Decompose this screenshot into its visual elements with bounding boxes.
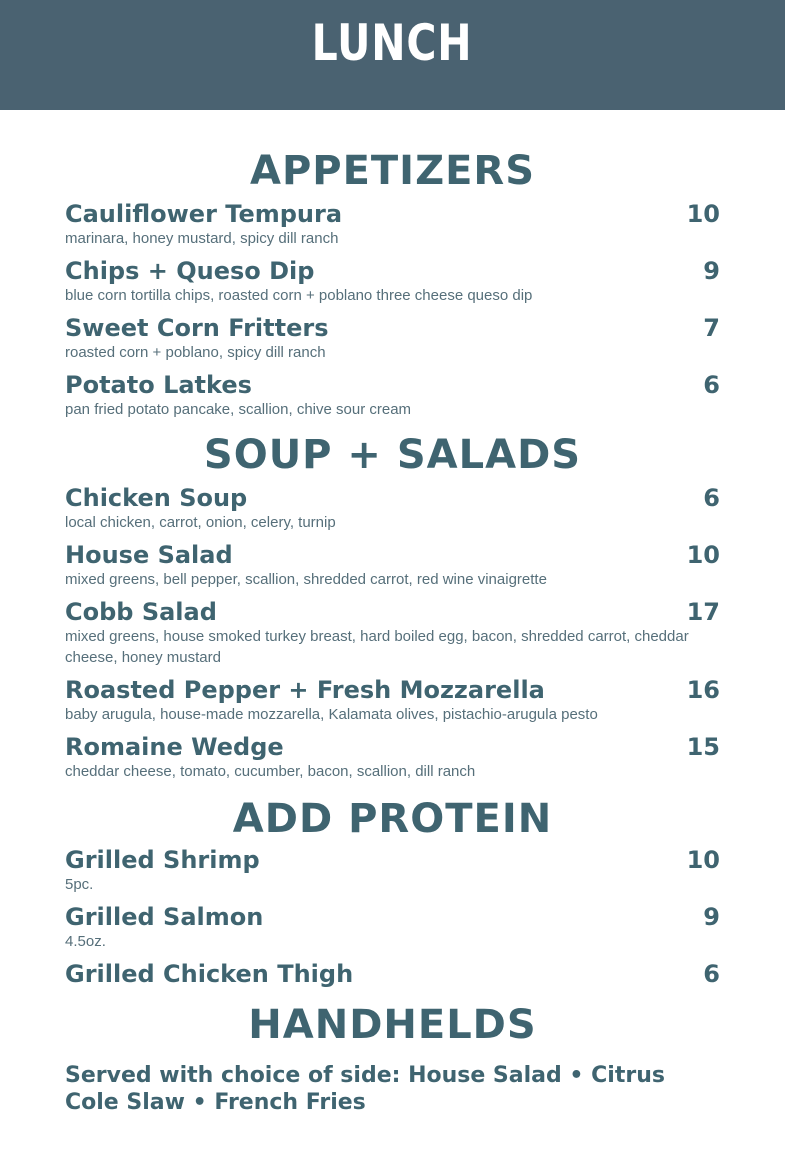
menu-item xyxy=(65,846,720,895)
menu-item xyxy=(65,960,720,988)
menu-item xyxy=(65,733,720,782)
item-price: 10 xyxy=(686,200,720,228)
item-price: 6 xyxy=(703,484,720,512)
item-description: mixed greens, bell pepper, scallion, shredded carrot, red wine vinaigrette xyxy=(65,571,547,588)
handhelds-side-note: Served with choice of side: House Salad • Citrus Cole Slaw • French Fries xyxy=(65,1063,665,1115)
item-name: Sweet Corn Fritters xyxy=(65,314,329,342)
item-name: Grilled Chicken Thigh xyxy=(65,960,354,988)
item-description: cheddar cheese, tomato, cucumber, bacon, scallion, dill ranch xyxy=(65,763,476,780)
item-name: Romaine Wedge xyxy=(65,733,284,761)
section-title-soup-salads: SOUP + SALADS xyxy=(203,432,582,478)
menu-item xyxy=(65,371,720,420)
item-name: Chicken Soup xyxy=(65,484,248,512)
menu-item xyxy=(65,484,720,533)
section-title-add-protein: ADD PROTEIN xyxy=(232,796,553,842)
item-price: 15 xyxy=(686,733,720,761)
item-name: Grilled Salmon xyxy=(65,903,264,931)
item-name: Chips + Queso Dip xyxy=(65,257,315,285)
menu-item xyxy=(65,257,720,306)
item-name: Cobb Salad xyxy=(65,598,217,626)
item-description: roasted corn + poblano, spicy dill ranch xyxy=(65,344,326,361)
item-description: marinara, honey mustard, spicy dill ranch xyxy=(65,230,339,247)
item-price: 6 xyxy=(703,960,720,988)
item-price: 9 xyxy=(703,903,720,931)
menu-item xyxy=(65,598,720,668)
item-price: 7 xyxy=(703,314,720,342)
item-price: 17 xyxy=(686,598,720,626)
item-name: Grilled Shrimp xyxy=(65,846,260,874)
section-title-appetizers: APPETIZERS xyxy=(249,148,536,194)
item-description: mixed greens, house smoked turkey breast, hard boiled egg, bacon, shredded carrot, cheddar cheese, honey mustard xyxy=(65,628,689,666)
header-banner xyxy=(0,0,785,110)
menu-item xyxy=(65,200,720,249)
menu-content xyxy=(0,148,785,1116)
item-name: Cauliflower Tempura xyxy=(65,200,343,228)
item-description: blue corn tortilla chips, roasted corn + poblano three cheese queso dip xyxy=(65,287,533,304)
item-description: pan fried potato pancake, scallion, chive sour cream xyxy=(65,401,412,418)
item-description: 5pc. xyxy=(65,876,94,893)
menu-item xyxy=(65,314,720,363)
section-title-handhelds: HANDHELDS xyxy=(248,1002,537,1048)
item-description: baby arugula, house-made mozzarella, Kalamata olives, pistachio-arugula pesto xyxy=(65,706,598,723)
menu-item xyxy=(65,676,720,725)
item-price: 10 xyxy=(686,541,720,569)
item-name: Roasted Pepper + Fresh Mozzarella xyxy=(65,676,545,704)
item-price: 9 xyxy=(703,257,720,285)
page-title: LUNCH xyxy=(312,14,473,72)
item-name: House Salad xyxy=(65,541,233,569)
item-description: 4.5oz. xyxy=(65,933,106,950)
item-name: Potato Latkes xyxy=(65,371,252,399)
item-price: 16 xyxy=(686,676,720,704)
item-description: local chicken, carrot, onion, celery, turnip xyxy=(65,514,336,531)
item-price: 10 xyxy=(686,846,720,874)
item-price: 6 xyxy=(703,371,720,399)
menu-item xyxy=(65,903,720,952)
menu-item xyxy=(65,541,720,590)
